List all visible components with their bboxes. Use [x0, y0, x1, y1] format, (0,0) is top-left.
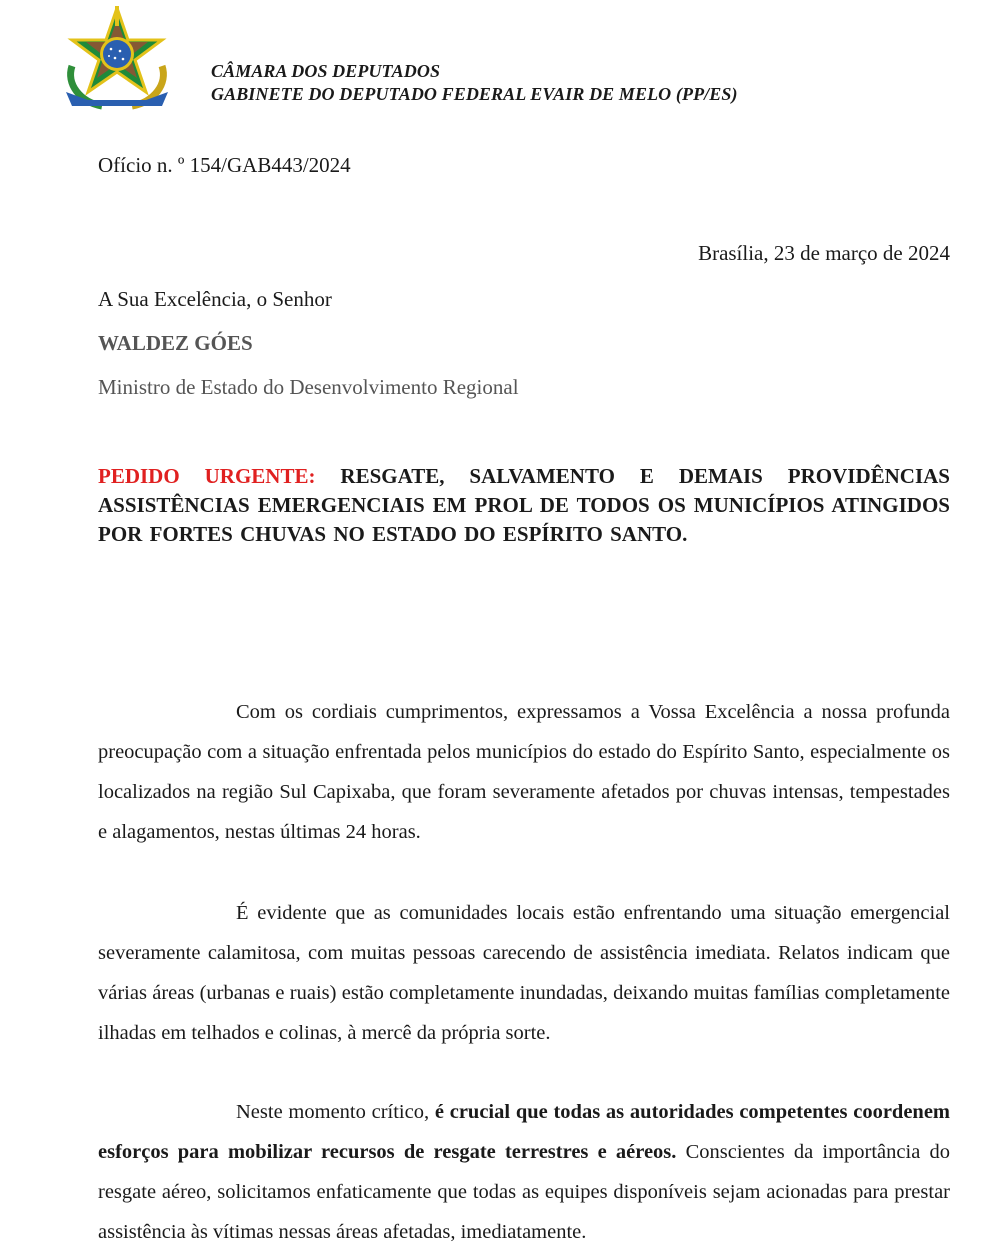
- office-reference: Ofício n. º 154/GAB443/2024: [98, 153, 351, 177]
- date-line: Brasília, 23 de março de 2024: [698, 241, 950, 265]
- subject-line: [98, 462, 950, 549]
- paragraph-3-end: Conscientes da importância do resgate aéreo, solicitamos enfaticamente que todas as equipes disponíveis sejam acionadas para prestar assistência às vítimas nessas áreas afetadas, imediatamente.: [98, 1141, 950, 1243]
- paragraph-2-text: É evidente que as comunidades locais estão enfrentando uma situação emergencial severamente calamitosa, com muitas pessoas carecendo de assistência imediata. Relatos indicam que várias áreas (urbanas e ruais) estão completamente inundadas, deixando muitas famílias completamente ilhadas em telhados e colinas, à mercê da própria sorte.: [98, 902, 950, 1044]
- paragraph-2: [98, 893, 950, 1053]
- paragraph-3: [98, 1092, 950, 1252]
- paragraph-3-emphasis: é crucial que todas as autoridades competentes coordenem esforços para mobilizar recursos de resgate terrestres e aéreos.: [98, 1101, 951, 1163]
- subject-text: RESGATE, SALVAMENTO E DEMAIS PROVIDÊNCIAS ASSISTÊNCIAS EMERGENCIAIS EM PROL DE TODOS OS MUNICÍPIOS ATINGIDOS POR FORTES CHUVAS NO ESTADO DO ESPÍRITO SANTO.: [98, 464, 950, 546]
- letterhead: [211, 60, 738, 106]
- paragraph-3-start: Neste momento crítico,: [236, 1101, 430, 1123]
- recipient-name: WALDEZ GÓES: [98, 331, 253, 355]
- letterhead-office: GABINETE DO DEPUTADO FEDERAL EVAIR DE MELO (PP/ES): [211, 84, 738, 104]
- paragraph-1: [98, 692, 950, 852]
- letterhead-chamber: CÂMARA DOS DEPUTADOS: [211, 61, 441, 81]
- recipient-role: Ministro de Estado do Desenvolvimento Regional: [98, 375, 519, 399]
- brazil-coat-of-arms-icon: [58, 6, 176, 110]
- recipient-greeting: A Sua Excelência, o Senhor: [98, 287, 332, 311]
- urgent-label: PEDIDO URGENTE:: [98, 464, 316, 488]
- paragraph-1-text: Com os cordiais cumprimentos, expressamos a Vossa Excelência a nossa profunda preocupação com a situação enfrentada pelos municípios do estado do Espírito Santo, especialmente os localizados na região Sul Capixaba, que foram severamente afetados por chuvas intensas, tempestades e alagamentos, nestas últimas 24 horas.: [98, 701, 950, 843]
